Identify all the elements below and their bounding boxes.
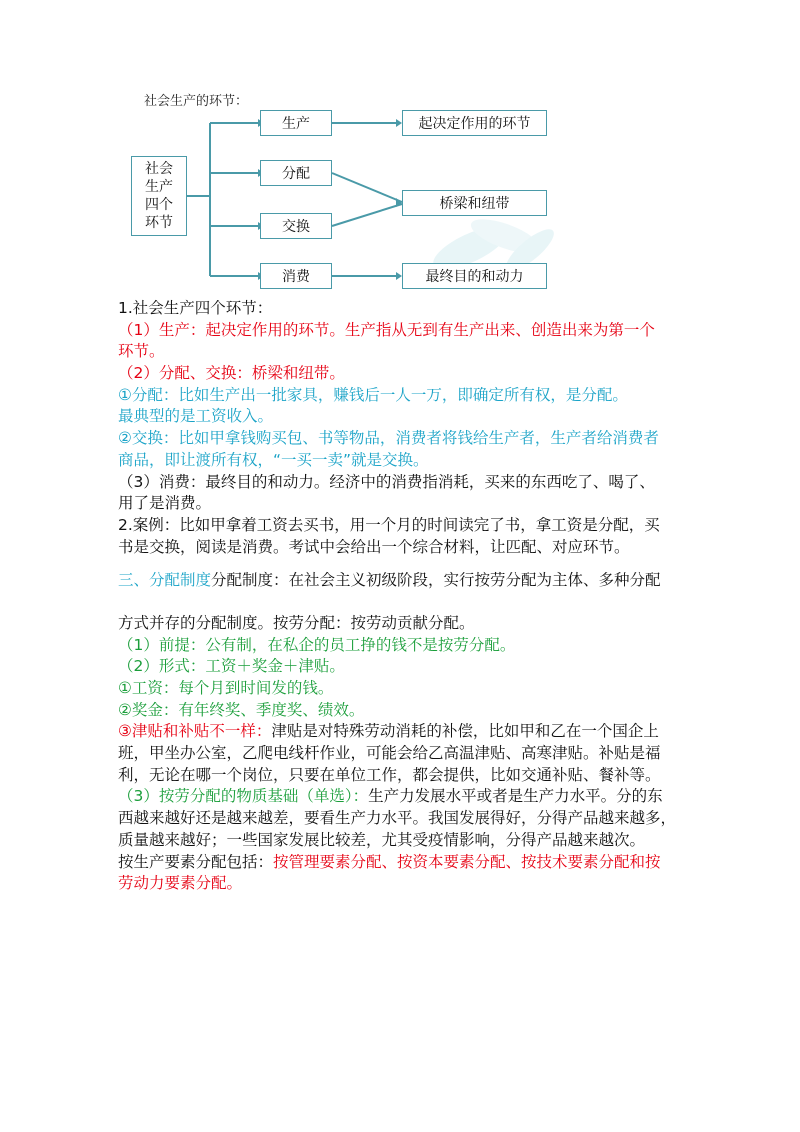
text-line: ①分配：比如生产出一批家具，赚钱后一人一万，即确定所有权，是分配。	[118, 385, 628, 404]
text-line: （1）前提：公有制，在私企的员工挣的钱不是按劳分配。	[118, 635, 516, 654]
four-stages-line-3: 四个	[145, 197, 173, 213]
text-line: 方式并存的分配制度。按劳分配：按劳动贡献分配。	[118, 613, 475, 632]
diagram-connectors	[0, 0, 800, 300]
text-body	[118, 298, 688, 895]
text-line: ②奖金：有年终奖、季度奖、绩效。	[118, 700, 365, 719]
section-heading-distribution-system: 三、分配制度	[118, 571, 212, 590]
text-line: 商品，即让渡所有权，“一买一卖”就是交换。	[118, 450, 429, 469]
text-line: 用了是消费。	[118, 494, 212, 513]
stage-exchange-box: 交换	[260, 213, 332, 239]
four-stages-line-2: 生产	[145, 179, 173, 195]
text-line: ③津贴和补贴不一样：津贴是对特殊劳动消耗的补偿，比如甲和乙在一个国企上	[118, 722, 659, 741]
text-line: ②交换：比如甲拿钱购买包、书等物品，消费者将钱给生产者，生产者给消费者	[118, 429, 659, 448]
diagram-title: 社会生产的环节：	[144, 94, 249, 109]
text-line: 质量越来越好；一些国家发展比较差，尤其受疫情影响，分得产品越来越次。	[118, 830, 646, 849]
text-line: （2）分配、交换：桥梁和纽带。	[118, 364, 345, 383]
four-stages-box	[131, 156, 187, 236]
text-line: 按生产要素分配包括：按管理要素分配、按资本要素分配、按技术要素分配和按	[118, 852, 661, 871]
role-decisive-box: 起决定作用的环节	[402, 110, 547, 136]
text-line: 最典型的是工资收入。	[118, 407, 274, 426]
text-line: （2）形式：工资＋奖金＋津贴。	[118, 657, 345, 676]
role-bridge-box: 桥梁和纽带	[402, 190, 547, 216]
text-line: 书是交换，阅读是消费。考试中会给出一个综合材料，让匹配、对应环节。	[118, 537, 630, 556]
text-line: （3）消费：最终目的和动力。经济中的消费指消耗，买来的东西吃了、喝了、	[118, 472, 655, 491]
text-line: ①工资：每个月到时间发的钱。	[118, 679, 334, 697]
four-stages-line-1: 社会	[145, 161, 173, 177]
text-line: 环节。	[118, 342, 165, 361]
text-line: 班，甲坐办公室，乙爬电线杆作业，可能会给乙高温津贴、高寒津贴。补贴是福	[118, 744, 661, 763]
text-line: 2.案例：比如甲拿着工资去买书，用一个月的时间读完了书，拿工资是分配，买	[118, 515, 660, 534]
connector-exchange-result	[332, 204, 402, 226]
text-line: （1）生产：起决定作用的环节。生产指从无到有生产出来、创造出来为第一个	[118, 320, 655, 339]
heading-four-stages: 1.社会生产四个环节：	[118, 299, 273, 317]
stage-distribution-box: 分配	[260, 160, 332, 186]
text-line: （3）按劳分配的物质基础（单选）：生产力发展水平或者是生产力水平。分的东	[118, 787, 663, 806]
text-line: 西越来越好还是越来越差，要看生产力水平。我国发展得好，分得产品越来越多，	[118, 809, 677, 828]
four-stages-line-4: 环节	[145, 215, 173, 231]
text-line: 劳动力要素分配。	[118, 874, 243, 893]
text-line: 利，无论在哪一个岗位，只要在单位工作，都会提供，比如交通补贴、餐补等。	[118, 765, 661, 784]
role-goal-box: 最终目的和动力	[402, 263, 547, 289]
connector-distribution-result	[332, 173, 402, 202]
text-line: 三、分配制度分配制度：在社会主义初级阶段，实行按劳分配为主体、多种分配	[118, 571, 661, 590]
stage-production-box: 生产	[260, 110, 332, 136]
stage-consumption-box: 消费	[260, 263, 332, 289]
